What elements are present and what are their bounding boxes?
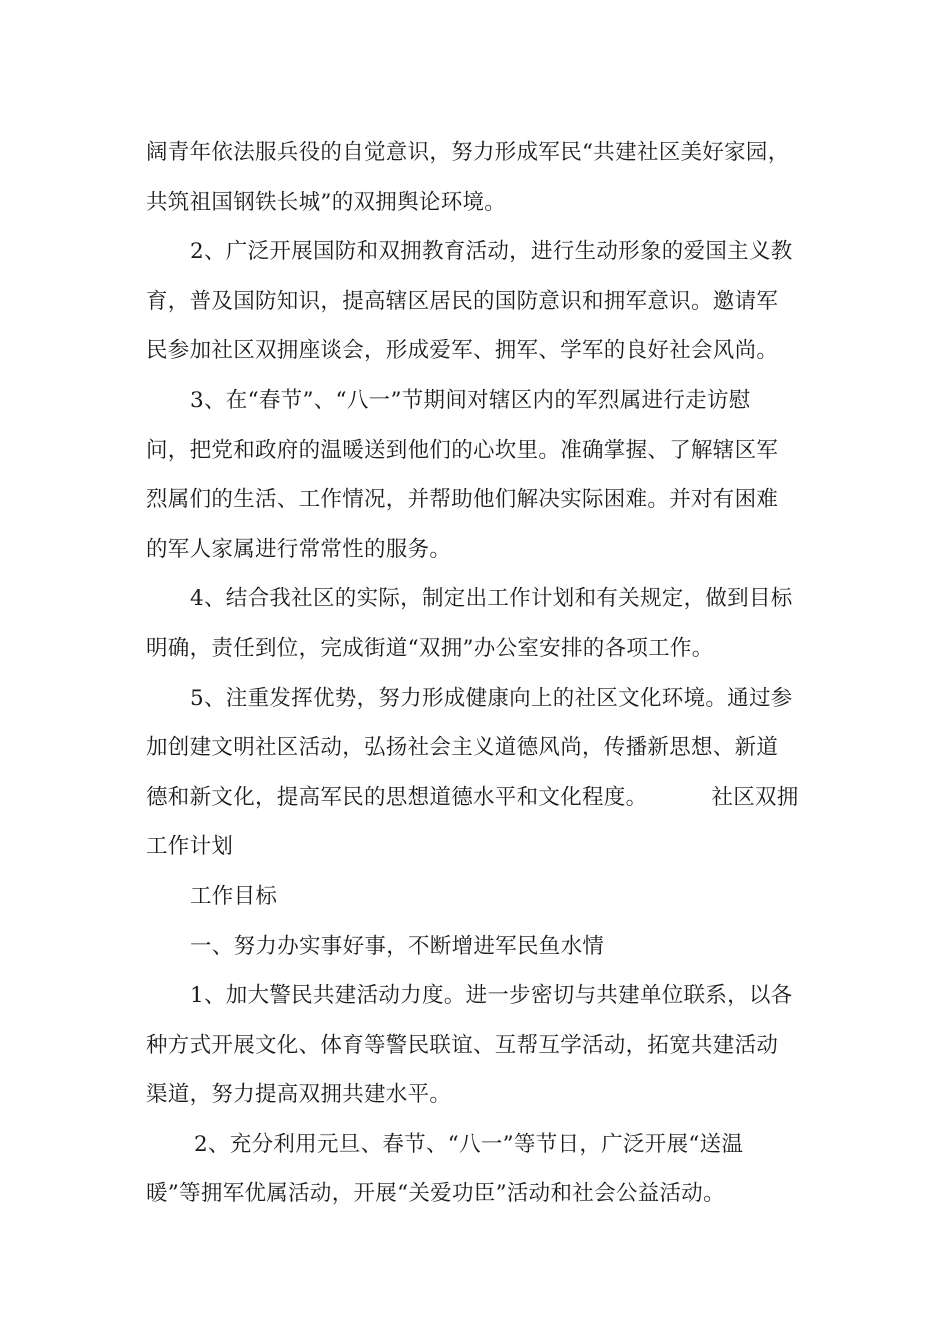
text-line: 问，把党和政府的温暖送到他们的心坎里。准确掌握、了解辖区军 [146, 437, 779, 463]
paragraph-start-line: 3、在“春节”、“八一”节期间对辖区内的军烈属进行走访慰 [190, 387, 751, 413]
text-line: 共筑祖国钢铁长城”的双拥舆论环境。 [146, 189, 507, 215]
document-page [146, 128, 814, 1219]
text-line: 渠道，努力提高双拥共建水平。 [146, 1082, 452, 1108]
text-line-with-heading [146, 773, 814, 823]
text-line: 烈属们的生活、工作情况，并帮助他们解决实际困难。并对有困难 [146, 487, 779, 513]
paragraph-start-line: 1、加大警民共建活动力度。进一步密切与共建单位联系，以各 [190, 983, 793, 1009]
paragraph-start-line: 4、结合我社区的实际，制定出工作计划和有关规定，做到目标 [190, 586, 793, 612]
section-title-part: 工作计划 [146, 834, 234, 860]
text-line: 的军人家属进行常常性的服务。 [146, 536, 452, 562]
text-line: 明确，责任到位，完成街道“双拥”办公室安排的各项工作。 [146, 635, 714, 661]
text-line: 民参加社区双拥座谈会，形成爱军、拥军、学军的良好社会风尚。 [146, 338, 779, 364]
text-segment: 德和新文化，提高军民的思想道德水平和文化程度。 [146, 784, 648, 810]
text-line: 暖”等拥军优属活动，开展“关爱功臣”活动和社会公益活动。 [146, 1181, 725, 1207]
text-line: 育，普及国防知识，提高辖区居民的国防意识和拥军意识。邀请军 [146, 288, 779, 314]
text-line: 加创建文明社区活动，弘扬社会主义道德风尚，传播新思想、新道 [146, 735, 779, 761]
section-title-part: 社区双拥 [711, 784, 799, 810]
text-line: 阔青年依法服兵役的自觉意识，努力形成军民“共建社区美好家园， [146, 140, 790, 165]
subheading: 工作目标 [190, 883, 278, 909]
paragraph-start-line: 2、广泛开展国防和双拥教育活动，进行生动形象的爱国主义教 [190, 239, 793, 265]
subheading: 一、努力办实事好事，不断增进军民鱼水情 [190, 933, 605, 959]
paragraph-start-line: 2、充分利用元旦、春节、“八一”等节日，广泛开展“送温 [194, 1131, 744, 1157]
text-line: 种方式开展文化、体育等警民联谊、互帮互学活动，拓宽共建活动 [146, 1032, 779, 1058]
paragraph-start-line: 5、注重发挥优势，努力形成健康向上的社区文化环境。通过参 [190, 685, 793, 711]
